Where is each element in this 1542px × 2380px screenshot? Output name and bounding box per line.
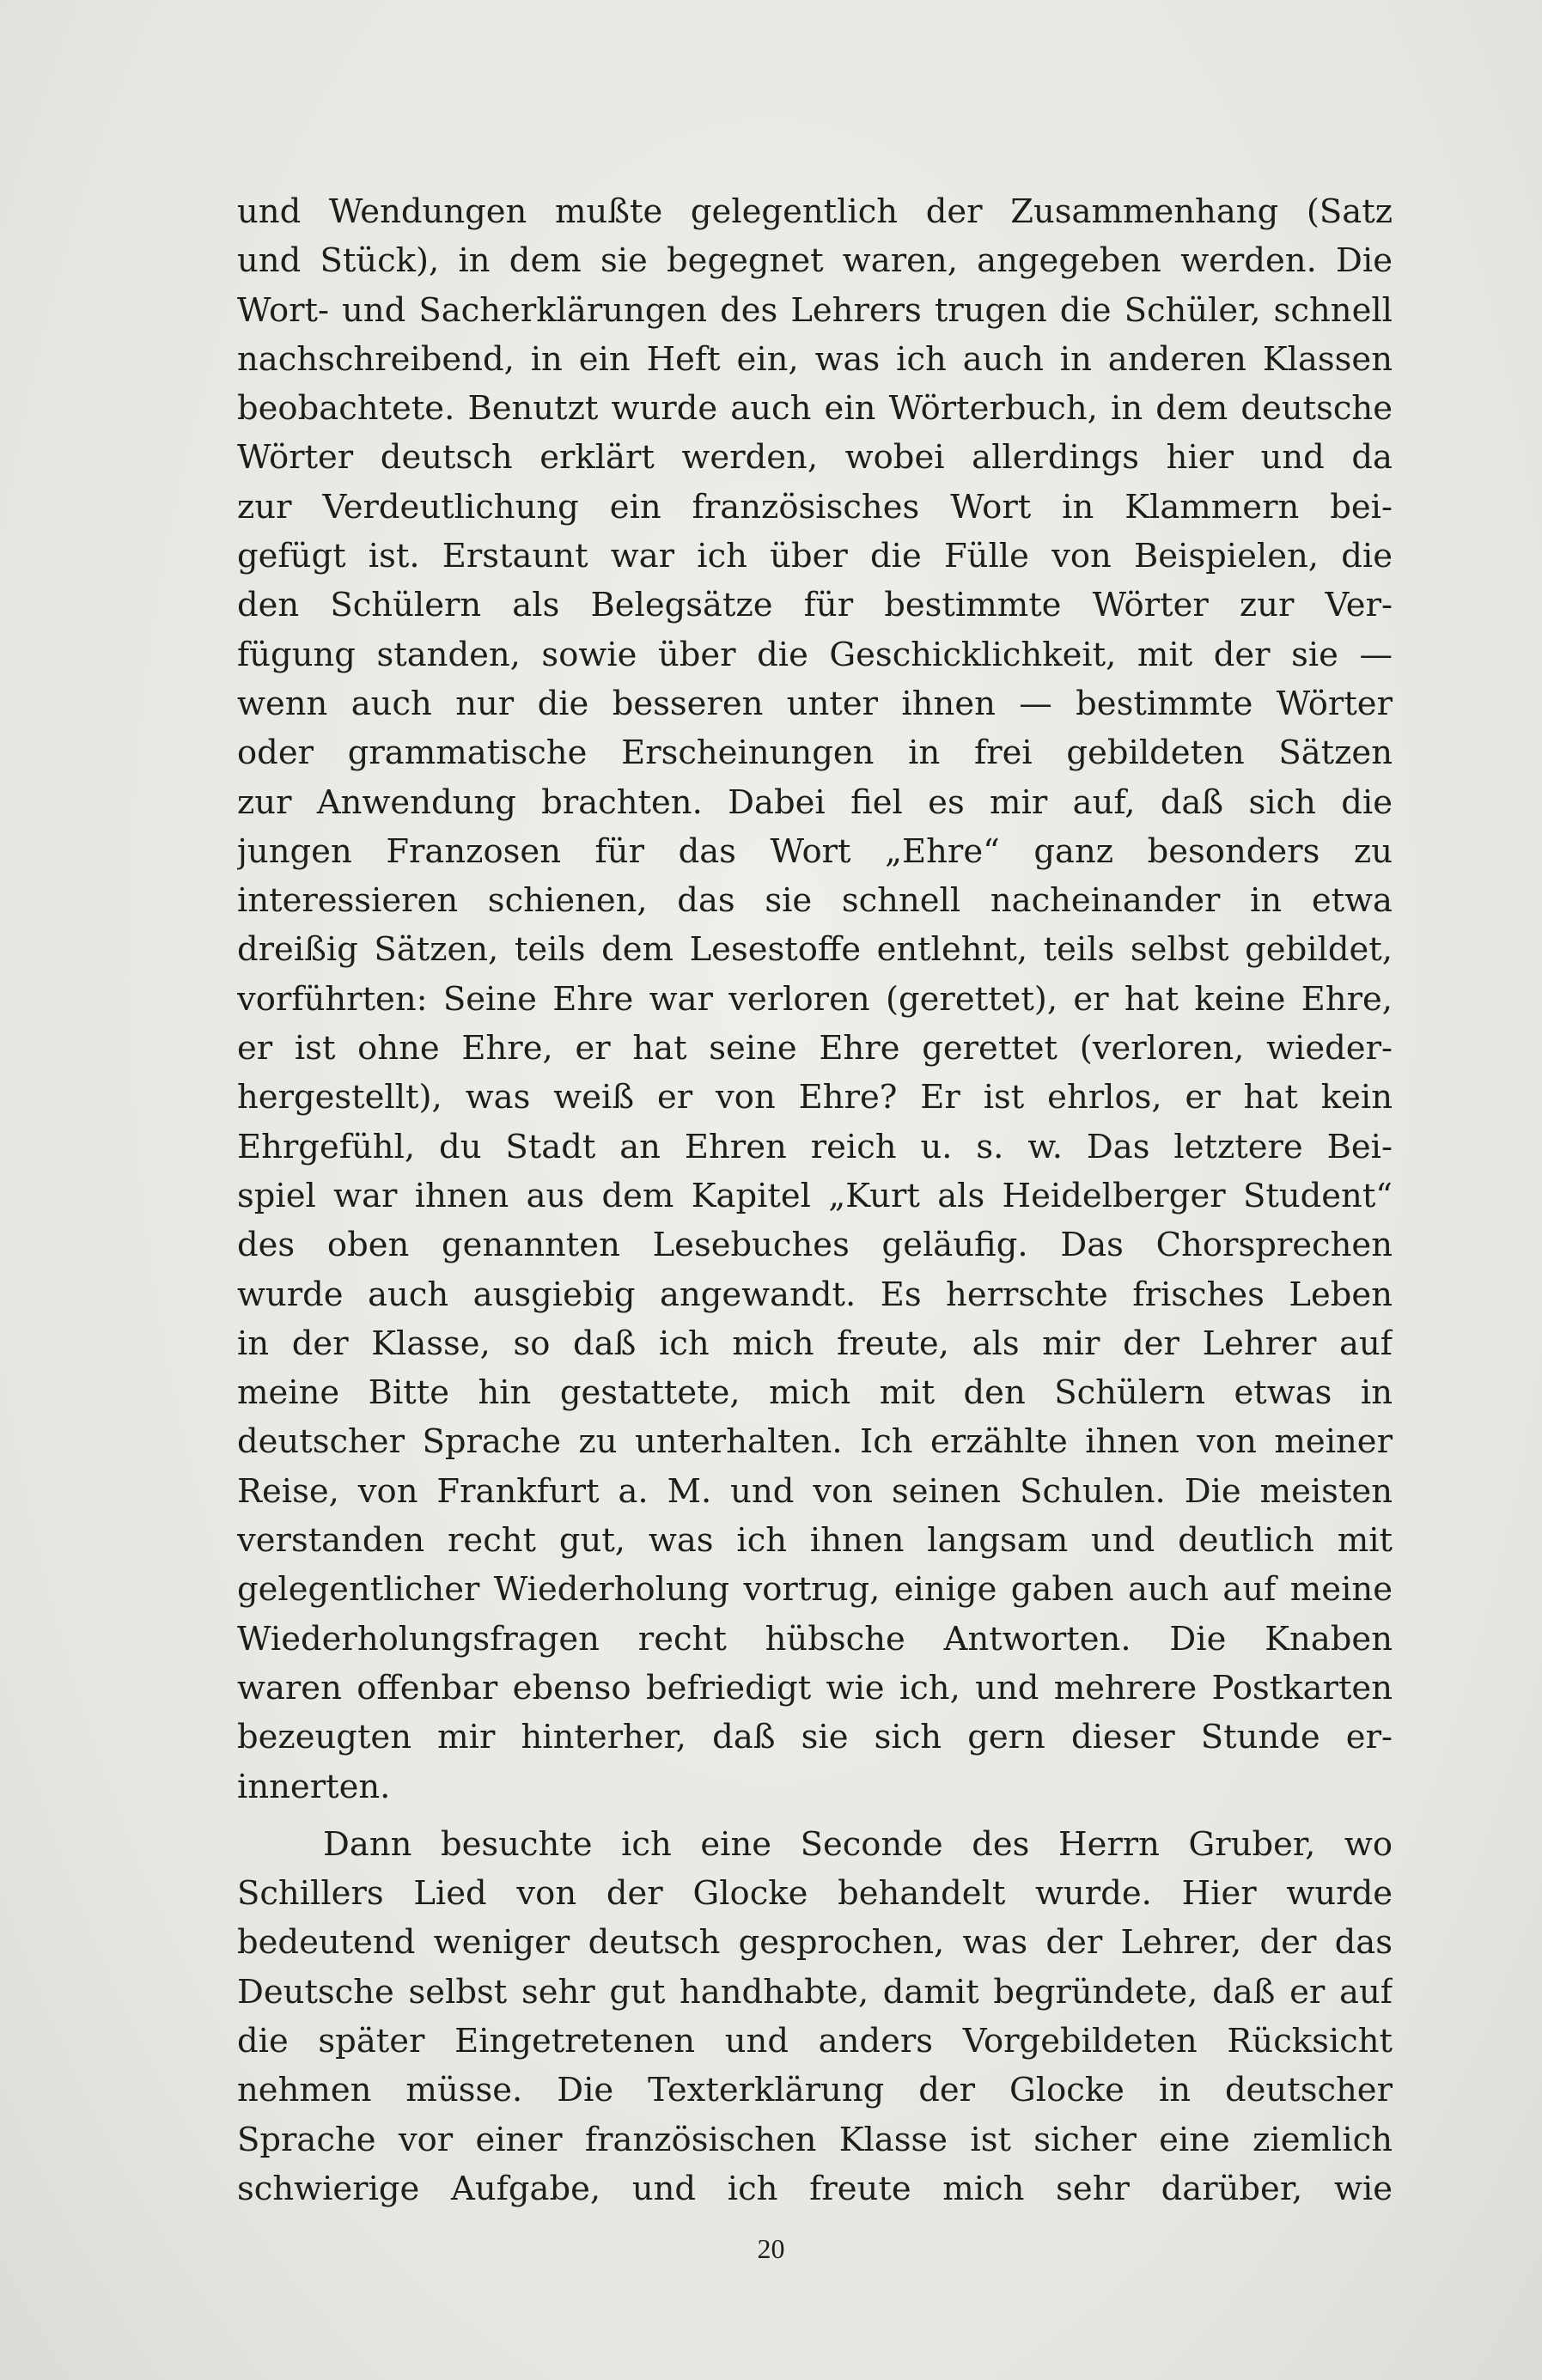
text-line: zur Anwendung brachten. Dabei fiel es mir auf, daß sich die xyxy=(237,782,1393,822)
text-line: nehmen müsse. Die Texterklärung der Glocke in deutscher xyxy=(237,2071,1393,2110)
text-line: wenn auch nur die besseren unter ihnen — bestimmte Wörter xyxy=(237,684,1393,723)
text-line: Dann besuchte ich eine Seconde des Herrn Gruber, wo xyxy=(323,1824,1393,1864)
text-line: gelegentlicher Wiederholung vortrug, einige gaben auch auf meine xyxy=(237,1570,1393,1610)
text-line: waren offenbar ebenso befriedigt wie ich, und mehrere Postkarten xyxy=(237,1668,1393,1707)
paragraph xyxy=(237,1820,1393,2213)
text-line: innerten. xyxy=(237,1767,391,1806)
text-line: vorführten: Seine Ehre war verloren (gerettet), er hat keine Ehre, xyxy=(237,979,1393,1019)
text-line: nachschreibend, in ein Heft ein, was ich auch in anderen Klassen xyxy=(237,339,1393,379)
text-line: Wort- und Sacherklärungen des Lehrers trugen die Schüler, schnell xyxy=(237,290,1393,330)
text-line: die später Eingetretenen und anders Vorgebildeten Rücksicht xyxy=(237,2021,1393,2060)
body-text xyxy=(237,187,1393,2213)
text-line: meine Bitte hin gestattete, mich mit den Schülern etwas in xyxy=(237,1373,1393,1413)
paragraph xyxy=(237,187,1393,1811)
text-line: schwierige Aufgabe, und ich freute mich sehr darüber, wie xyxy=(237,2169,1393,2208)
text-line: und Wendungen mußte gelegentlich der Zusammenhang (Satz xyxy=(237,192,1393,231)
text-line: Wörter deutsch erklärt werden, wobei allerdings hier und da xyxy=(237,438,1393,478)
text-line: oder grammatische Erscheinungen in frei gebildeten Sätzen xyxy=(237,733,1393,773)
text-line: des oben genannten Lesebuches geläufig. Das Chorsprechen xyxy=(237,1226,1393,1265)
text-line: gefügt ist. Erstaunt war ich über die Fülle von Beispielen, die xyxy=(237,537,1393,576)
text-line: Reise, von Frankfurt a. M. und von seinen Schulen. Die meisten xyxy=(237,1471,1393,1511)
text-line: Deutsche selbst sehr gut handhabte, damit begründete, daß er auf xyxy=(237,1972,1393,2012)
text-line: hergestellt), was weiß er von Ehre? Er ist ehrlos, er hat kein xyxy=(237,1078,1393,1117)
page-number: 20 xyxy=(757,2233,785,2264)
text-line: wurde auch ausgiebig angewandt. Es herrschte frisches Leben xyxy=(237,1275,1393,1314)
text-line: deutscher Sprache zu unterhalten. Ich erzählte ihnen von meiner xyxy=(237,1422,1393,1462)
text-line: Ehrgefühl, du Stadt an Ehren reich u. s. w. Das letztere Bei- xyxy=(237,1127,1393,1166)
text-line: und Stück), in dem sie begegnet waren, angegeben werden. Die xyxy=(237,241,1393,281)
text-line: Sprache vor einer französischen Klasse ist sicher eine ziemlich xyxy=(237,2120,1393,2159)
text-line: zur Verdeutlichung ein französisches Wort in Klammern bei- xyxy=(237,487,1393,527)
text-line: dreißig Sätzen, teils dem Lesestoffe entlehnt, teils selbst gebildet, xyxy=(237,930,1393,970)
text-line: Wiederholungsfragen recht hübsche Antworten. Die Knaben xyxy=(237,1619,1393,1659)
text-line: spiel war ihnen aus dem Kapitel „Kurt als Heidelberger Student“ xyxy=(237,1176,1393,1215)
text-line: in der Klasse, so daß ich mich freute, als mir der Lehrer auf xyxy=(237,1324,1393,1363)
text-line: beobachtete. Benutzt wurde auch ein Wörterbuch, in dem deutsche xyxy=(237,389,1393,429)
text-line: Schillers Lied von der Glocke behandelt wurde. Hier wurde xyxy=(237,1874,1393,1914)
text-line: fügung standen, sowie über die Geschicklichkeit, mit der sie — xyxy=(237,635,1393,674)
text-line: den Schülern als Belegsätze für bestimmte Wörter zur Ver- xyxy=(237,586,1393,625)
text-line: bedeutend weniger deutsch gesprochen, was der Lehrer, der das xyxy=(237,1923,1393,1963)
text-line: interessieren schienen, das sie schnell nacheinander in etwa xyxy=(237,881,1393,921)
text-line: verstanden recht gut, was ich ihnen langsam und deutlich mit xyxy=(237,1521,1393,1561)
text-line: jungen Franzosen für das Wort „Ehre“ ganz besonders zu xyxy=(237,831,1393,871)
text-line: bezeugten mir hinterher, daß sie sich gern dieser Stunde er- xyxy=(237,1718,1393,1757)
text-line: er ist ohne Ehre, er hat seine Ehre gerettet (verloren, wieder- xyxy=(237,1029,1393,1068)
